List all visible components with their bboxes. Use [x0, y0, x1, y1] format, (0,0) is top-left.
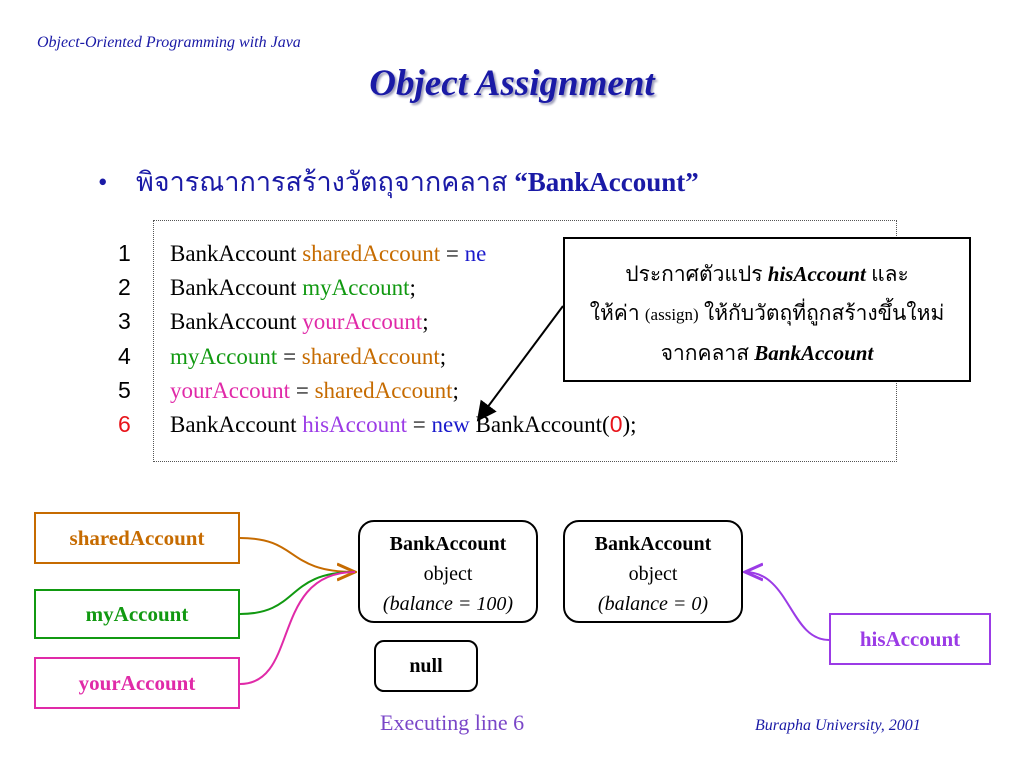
- var-box-yourAccount: yourAccount: [34, 657, 240, 709]
- execution-status: Executing line 6: [380, 710, 525, 735]
- code-eq: =: [445, 241, 459, 266]
- object-kind: object: [628, 563, 678, 585]
- code-eq: =: [283, 344, 297, 369]
- code-arg: 0: [609, 411, 623, 437]
- var-box-hisAccount: hisAccount: [829, 613, 991, 665]
- bullet-text: พิจารณาการสร้างวัตถุจากคลาส: [136, 167, 508, 197]
- arrow-his-to-object: [745, 572, 829, 640]
- code-keyword: new: [431, 412, 470, 437]
- code-lhs: yourAccount: [170, 378, 291, 403]
- callout-text: และ: [871, 262, 909, 286]
- code-type: BankAccount: [170, 309, 297, 334]
- object-balance: (balance = 0): [597, 593, 709, 615]
- code-eq: =: [295, 378, 309, 403]
- code-rhs: sharedAccount: [301, 344, 440, 369]
- callout-var: hisAccount: [767, 262, 866, 286]
- code-close: );: [622, 412, 637, 437]
- code-eq: =: [412, 412, 426, 437]
- code-keyword: ne: [464, 241, 487, 266]
- code-lhs: myAccount: [170, 344, 278, 369]
- callout-assign: (assign): [644, 305, 699, 324]
- line-number: 3: [118, 308, 131, 334]
- code-semicolon: ;: [422, 309, 429, 334]
- code-semicolon: ;: [439, 344, 447, 369]
- var-box-sharedAccount: sharedAccount: [34, 512, 240, 564]
- code-type: BankAccount: [170, 241, 297, 266]
- slide-title: Object Assignment: [369, 63, 655, 104]
- object-box-new: [563, 520, 743, 623]
- code-semicolon: ;: [409, 275, 416, 300]
- line-number: 5: [118, 377, 131, 403]
- callout-text: ให้กับวัตถุที่ถูกสร้างขึ้นใหม่: [703, 301, 945, 325]
- object-class: BankAccount: [389, 533, 507, 555]
- course-title: Object-Oriented Programming with Java: [37, 34, 301, 51]
- callout-pointer: [478, 306, 563, 420]
- var-box-myAccount: myAccount: [34, 589, 240, 639]
- object-box-shared: [358, 520, 538, 623]
- line-number: 2: [118, 274, 131, 300]
- line-number-current: 6: [118, 411, 131, 437]
- code-var-shared: sharedAccount: [302, 241, 441, 266]
- code-var-my: myAccount: [302, 275, 410, 300]
- arrow-shared-to-object: [240, 538, 355, 572]
- code-type: BankAccount: [170, 412, 297, 437]
- callout-class: BankAccount: [754, 341, 874, 365]
- line-number: 4: [118, 343, 131, 369]
- line-number: 1: [118, 240, 131, 266]
- object-kind: object: [423, 563, 473, 585]
- object-balance: (balance = 100): [382, 593, 514, 615]
- bullet-icon: •: [98, 167, 108, 197]
- code-semicolon: ;: [452, 378, 459, 403]
- code-type: BankAccount: [170, 275, 297, 300]
- null-box: null: [374, 640, 478, 692]
- object-class: BankAccount: [594, 533, 712, 555]
- callout-text: ให้ค่า: [589, 301, 640, 325]
- callout-text: ประกาศตัวแปร: [625, 262, 763, 286]
- code-rhs: sharedAccount: [314, 378, 453, 403]
- footer: Burapha University, 2001: [755, 717, 921, 734]
- bullet-class-name: “BankAccount”: [514, 167, 699, 197]
- code-var-your: yourAccount: [302, 309, 423, 334]
- callout-text: จากคลาส: [660, 341, 750, 365]
- code-var-his: hisAccount: [302, 412, 407, 437]
- code-constructor: BankAccount(: [475, 412, 610, 437]
